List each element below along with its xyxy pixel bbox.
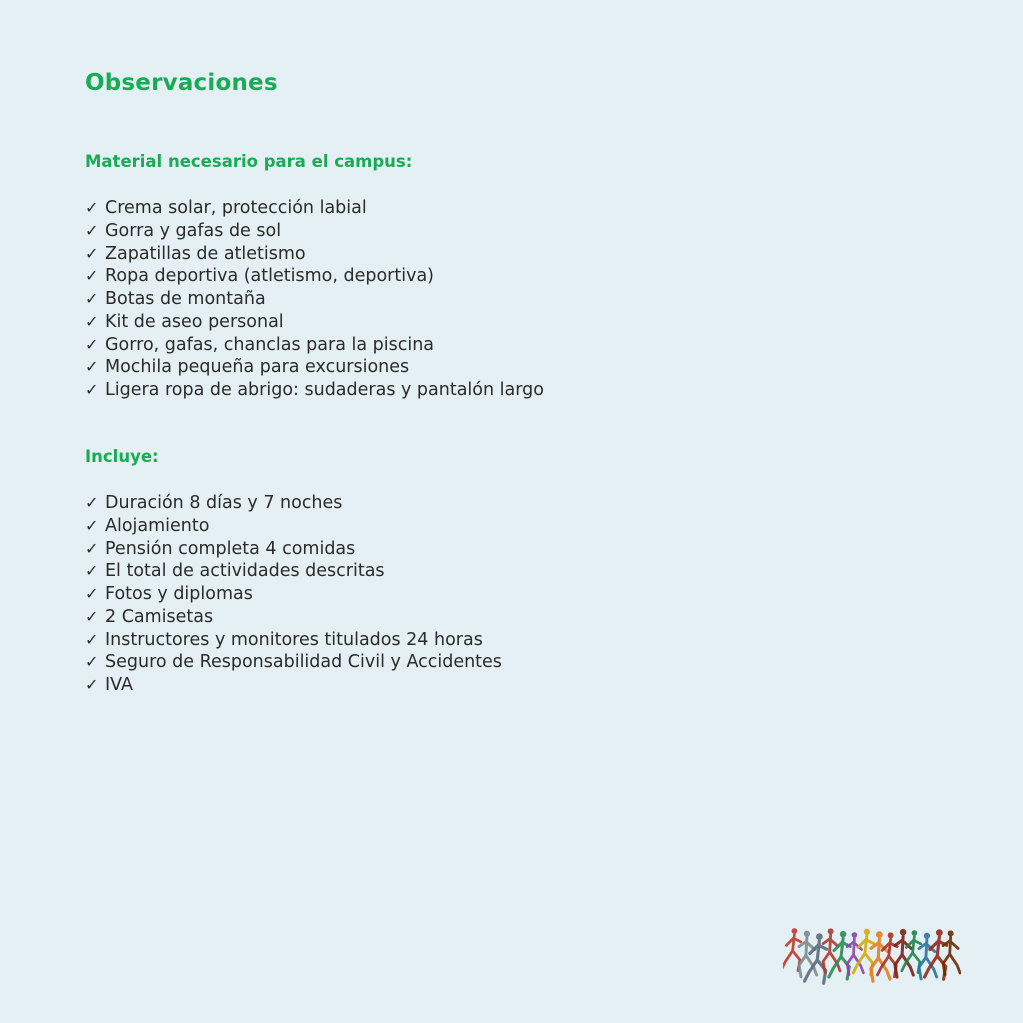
list-item-text: 2 Camisetas [105, 606, 214, 627]
list-item [85, 538, 502, 561]
check-icon: ✓ [85, 584, 99, 603]
check-icon: ✓ [85, 289, 99, 308]
list-item-text: Alojamiento [105, 515, 210, 536]
list-item-text: Kit de aseo personal [105, 311, 284, 332]
check-icon: ✓ [85, 515, 99, 535]
check-icon: ✓ [85, 652, 99, 672]
incluye-list [85, 492, 502, 697]
list-item-text: IVA [105, 675, 133, 695]
list-item-text: Fotos y diplomas [105, 584, 253, 604]
check-icon: ✓ [85, 493, 99, 512]
list-item-text: Duración 8 días y 7 noches [105, 493, 343, 513]
running-crowd-logo [783, 922, 961, 988]
list-item-text: Gorro, gafas, chanclas para la piscina [105, 334, 435, 355]
check-icon: ✓ [85, 538, 99, 558]
list-item-text: Seguro de Responsabilidad Civil y Accidentes [105, 652, 502, 673]
list-item [85, 583, 502, 606]
check-icon: ✓ [85, 311, 99, 331]
list-item [85, 288, 544, 311]
list-item-text: Pensión completa 4 comidas [105, 538, 356, 559]
list-item [85, 674, 502, 697]
list-item-text: Gorra y gafas de sol [105, 220, 282, 241]
list-item [85, 197, 544, 220]
list-item-text: Mochila pequeña para excursiones [105, 357, 410, 378]
list-item [85, 492, 502, 515]
list-item-text: Instructores y monitores titulados 24 horas [105, 629, 483, 650]
incluye-heading: Incluye: [85, 447, 159, 466]
check-icon: ✓ [85, 243, 99, 263]
list-item-text: Crema solar, protección labial [105, 198, 367, 218]
list-item-text: Ropa deportiva (atletismo, deportiva) [105, 266, 435, 287]
check-icon: ✓ [85, 198, 99, 217]
list-item-text: Botas de montaña [105, 289, 266, 309]
list-item [85, 379, 544, 402]
check-icon: ✓ [85, 380, 99, 399]
list-item [85, 334, 544, 357]
list-item [85, 651, 502, 674]
check-icon: ✓ [85, 629, 99, 649]
list-item [85, 311, 544, 334]
check-icon: ✓ [85, 675, 99, 694]
material-heading: Material necesario para el campus: [85, 152, 413, 171]
check-icon: ✓ [85, 334, 99, 354]
check-icon: ✓ [85, 266, 99, 286]
list-item-text: El total de actividades descritas [105, 561, 385, 582]
runner-figure [799, 931, 817, 977]
list-item [85, 265, 544, 288]
list-item [85, 356, 544, 379]
list-item-text: Zapatillas de atletismo [105, 243, 306, 264]
check-icon: ✓ [85, 561, 99, 581]
check-icon: ✓ [85, 606, 99, 626]
list-item [85, 243, 544, 266]
material-list [85, 197, 544, 402]
runner-figure [823, 928, 840, 972]
list-item [85, 220, 544, 243]
check-icon: ✓ [85, 357, 99, 377]
list-item [85, 515, 502, 538]
page-title: Observaciones [85, 70, 278, 96]
list-item [85, 606, 502, 629]
list-item-text: Ligera ropa de abrigo: sudaderas y pantalón largo [105, 380, 544, 400]
runner-figure [895, 929, 913, 977]
list-item [85, 629, 502, 652]
list-item [85, 560, 502, 583]
check-icon: ✓ [85, 220, 99, 240]
